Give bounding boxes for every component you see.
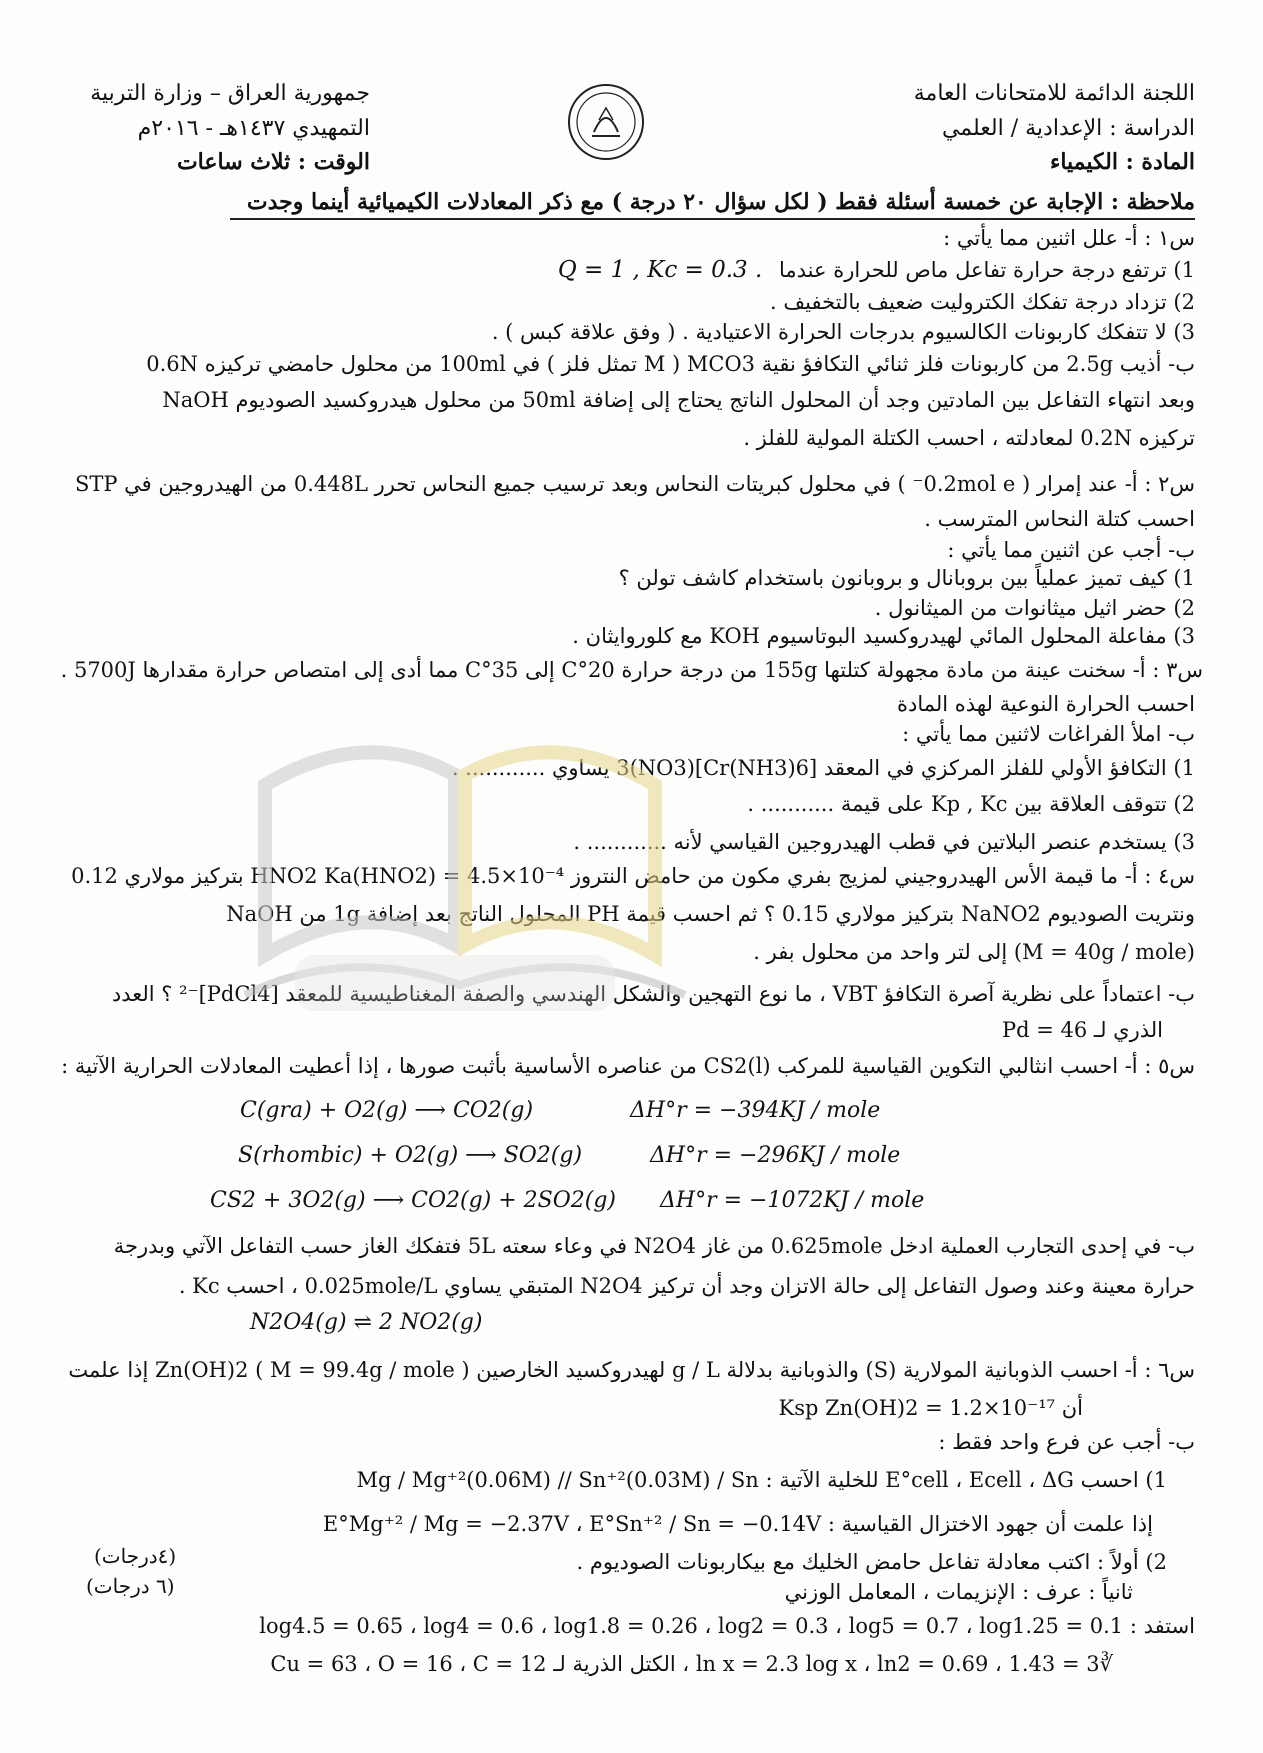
header-ministry: جمهورية العراق – وزارة التربية: [90, 81, 370, 106]
q5-dh3: ΔH°r = −1072KJ / mole: [660, 1188, 925, 1213]
q5-b2: حرارة معينة وعند وصول التفاعل إلى حالة الاتزان وجد أن تركيز N2O4 المتبقي يساوي 0.025mole/L ، احسب Kc .: [178, 1274, 1195, 1298]
q1-b1: ب- أذيب 2.5g من كاربونات فلز ثنائي التكافؤ نقية MCO3 ( M تمثل فلز ) في 100ml من محلول حامضي تركيزه 0.6N: [146, 352, 1195, 376]
q5-eq4: N2O4(g) ⇌ 2 NO2(g): [250, 1310, 483, 1335]
header-study: الدراسة : الإعدادية / العلمي: [941, 116, 1195, 141]
q5-dh2: ΔH°r = −296KJ / mole: [650, 1143, 901, 1168]
q6-b4: ثانياً : عرف : الإنزيمات ، المعامل الوزني: [784, 1580, 1133, 1604]
q4-b1: ب- اعتماداً على نظرية آصرة التكافؤ VBT ، ما نوع التهجين والشكل الهندسي والصفة المغناطيسية للمعقد [PdCl4]⁻² ؟ العدد: [111, 982, 1195, 1006]
q1-a2: 2) تزداد درجة تفكك الكتروليت ضعيف بالتخفيف .: [770, 290, 1195, 314]
q3-a2: احسب الحرارة النوعية لهذه المادة: [897, 692, 1195, 716]
q1-a1-text: 1) ترتفع درجة حرارة تفاعل ماص للحرارة عندما: [779, 258, 1195, 282]
q6-b1: 1) احسب E°cell ، Ecell ، ΔG للخلية الآتية : Mg / Mg⁺²(0.06M) // Sn⁺²(0.03M) / Sn: [356, 1468, 1167, 1492]
ministry-seal-icon: [566, 82, 646, 162]
q1-a: س١ : أ- علل اثنين مما يأتي :: [943, 226, 1195, 250]
q3-b2: 2) تتوقف العلاقة بين Kp , Kc على قيمة ........... .: [747, 792, 1195, 816]
q5-eq2: S(rhombic) + O2(g) ⟶ SO2(g): [238, 1143, 583, 1168]
q6-mark-4: (٤درجات): [94, 1544, 177, 1568]
footer-constants: ∛3 = 1.43 ، ln x = 2.3 log x ، ln2 = 0.69 ، الكتل الذرية لـ Cu = 63 ، O = 16 ، C = 12: [270, 1652, 1113, 1676]
q4-b2: الذري لـ Pd = 46: [1002, 1018, 1163, 1042]
header-session: التمهيدي ١٤٣٧هـ - ٢٠١٦م: [137, 116, 370, 141]
exam-note: ملاحظة : الإجابة عن خمسة أسئلة فقط ( لكل سؤال ٢٠ درجة ) مع ذكر المعادلات الكيميائية أينما وجدت: [246, 189, 1195, 215]
q5-dh1: ΔH°r = −394KJ / mole: [630, 1098, 881, 1123]
q1-a3: 3) لا تتفكك كاربونات الكالسيوم بدرجات الحرارة الاعتيادية . ( وفق علاقة كبس ) .: [491, 320, 1195, 344]
header-committee: اللجنة الدائمة للامتحانات العامة: [913, 81, 1195, 106]
q1-a1-math: Q = 1 , Kc = 0.3 .: [557, 257, 763, 283]
q2-a1: س٢ : أ- عند إمرار ( 0.2mol e⁻ ) في محلول كبريتات النحاس وبعد ترسيب جميع النحاس تحرر 0.448L من الهيدروجين في STP: [74, 472, 1195, 496]
q6-b2: إذا علمت أن جهود الاختزال القياسية : E°Mg⁺² / Mg = −2.37V ، E°Sn⁺² / Sn = −0.14V: [322, 1512, 1153, 1536]
q1-b3: تركيزه 0.2N لمعادلته ، احسب الكتلة المولية للفلز .: [743, 426, 1195, 450]
q3-b: ب- املأ الفراغات لاثنين مما يأتي :: [902, 722, 1195, 746]
q5-eq3: CS2 + 3O2(g) ⟶ CO2(g) + 2SO2(g): [210, 1188, 617, 1213]
q6-b: ب- أجب عن فرع واحد فقط :: [938, 1430, 1195, 1454]
q4-a1: س٤ : أ- ما قيمة الأس الهيدروجيني لمزيج بفري مكون من حامض النتروز HNO2 Ka(HNO2) = 4.5×10⁻⁴ بتركيز مولاري 0.12: [71, 864, 1195, 888]
q6-mark-6: (٦ درجات): [86, 1574, 175, 1598]
q6-a1: س٦ : أ- احسب الذوبانية المولارية (S) والذوبانية بدلالة g / L لهيدروكسيد الخارصين Zn(OH)2 ( M = 99.4g / mole ) إذا علمت: [68, 1358, 1195, 1382]
header-subject: المادة : الكيمياء: [1049, 149, 1195, 175]
q2-b: ب- أجب عن اثنين مما يأتي :: [947, 538, 1195, 562]
q2-b2: 2) حضر اثيل ميثانوات من الميثانول .: [874, 596, 1195, 620]
q5-a: س٥ : أ- احسب انثالبي التكوين القياسية للمركب CS2(l) من عناصره الأساسية بأثبت صورها ، إذا أعطيت المعادلات الحرارية الآتية :: [61, 1054, 1195, 1078]
q4-a2: ونتريت الصوديوم NaNO2 بتركيز مولاري 0.15 ؟ ثم احسب قيمة PH المحلول الناتج بعد إضافة 1g من NaOH: [226, 902, 1195, 926]
q3-b3: 3) يستخدم عنصر البلاتين في قطب الهيدروجين القياسي لأنه ............ .: [573, 830, 1195, 854]
q1-b2: وبعد انتهاء التفاعل بين المادتين وجد أن المحلول الناتج يحتاج إلى إضافة 50ml من محلول هيدروكسيد الصوديوم NaOH: [162, 388, 1195, 412]
q3-b1: 1) التكافؤ الأولي للفلز المركزي في المعقد [Cr(NH3)6](NO3)3 يساوي ............ .: [451, 756, 1195, 780]
q1-a1: [558, 256, 1195, 284]
q5-eq1: C(gra) + O2(g) ⟶ CO2(g): [240, 1098, 534, 1123]
q2-b1: 1) كيف تميز عملياً بين بروبانال و بروبانون باستخدام كاشف تولن ؟: [618, 566, 1195, 590]
note-underline: [230, 218, 1195, 220]
q3-a1: س٣ : أ- سخنت عينة من مادة مجهولة كتلتها 155g من درجة حرارة 20°C إلى 35°C مما أدى إلى امتصاص حرارة مقدارها 5700J .: [60, 658, 1203, 682]
q5-b1: ب- في إحدى التجارب العملية ادخل 0.625mole من غاز N2O4 في وعاء سعته 5L فتفكك الغاز حسب التفاعل الآتي وبدرجة: [113, 1234, 1195, 1258]
q6-b3: 2) أولاً : اكتب معادلة تفاعل حامض الخليك مع بيكاربونات الصوديوم .: [576, 1550, 1167, 1574]
q6-a2: أن Ksp Zn(OH)2 = 1.2×10⁻¹⁷: [778, 1396, 1083, 1420]
header-time: الوقت : ثلاث ساعات: [176, 149, 370, 175]
q4-a3: (M = 40g / mole) إلى لتر واحد من محلول بفر .: [753, 940, 1195, 964]
q2-b3: 3) مفاعلة المحلول المائي لهيدروكسيد البوتاسيوم KOH مع كلوروايثان .: [572, 624, 1195, 648]
q2-a2: احسب كتلة النحاس المترسب .: [924, 507, 1195, 531]
footer-logs: استفد : log4.5 = 0.65 ، log4 = 0.6 ، log1.8 = 0.26 ، log2 = 0.3 ، log5 = 0.7 ، log1.25 = 0.1: [259, 1614, 1195, 1638]
